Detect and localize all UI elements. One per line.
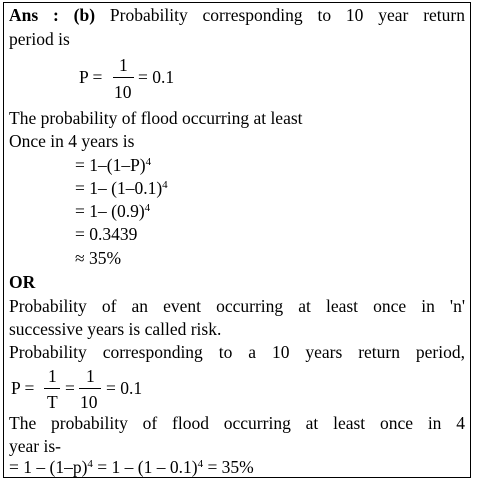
formula2-fraction-bar-1 xyxy=(44,388,60,389)
answer-line-2: period is xyxy=(9,29,70,49)
formula2-numerator-2: 1 xyxy=(86,366,95,386)
final-line-2: year is- xyxy=(9,436,61,456)
answer-line xyxy=(9,5,465,25)
final-equation: = $1 - (1-p)^4 = 1 - (1 - 0.1)^4 = 35\%$ xyxy=(9,457,254,477)
or-label: OR xyxy=(9,272,36,292)
formula1-numerator: 1 xyxy=(119,55,128,75)
answer-text: Probability corresponding to 10 year return xyxy=(109,5,465,25)
answer-label: Ans : (b) xyxy=(9,5,96,25)
formula2-numerator-1: 1 xyxy=(48,366,57,386)
step-5: ≈ 35% xyxy=(75,248,122,268)
formula2-lhs: P = xyxy=(11,378,35,398)
formula1-rhs: = 0.1 xyxy=(138,67,175,87)
risk-line-3: Probability corresponding to a 10 years return period, xyxy=(9,342,465,362)
answer-box xyxy=(3,2,471,478)
formula2-fraction-bar-2 xyxy=(79,388,101,389)
risk-line-1: Probability of an event occurring at least once in 'n' xyxy=(9,296,465,316)
flood-line: The probability of flood occurring at least xyxy=(9,108,303,128)
formula2-equals: = xyxy=(65,378,75,398)
formula2-denominator-2: 10 xyxy=(80,392,98,412)
final-line-1: The probability of flood occurring at least once in 4 xyxy=(9,413,465,433)
formula1-denominator: 10 xyxy=(114,82,132,102)
formula2-rhs: = 0.1 xyxy=(106,378,143,398)
formula1-fraction-bar xyxy=(113,77,134,78)
step-4: = 0.3439 xyxy=(75,224,138,244)
formula1-lhs: P = xyxy=(79,67,103,87)
risk-line-2: successive years is called risk. xyxy=(9,319,222,339)
formula2-denominator-1: T xyxy=(47,392,58,412)
step-3: = 1– $(0.9)^4$ xyxy=(75,201,151,221)
once-line: Once in 4 years is xyxy=(9,131,135,151)
step-2: = 1– $(1-0.1)^4$ xyxy=(75,178,168,198)
step-1: = $1-(1-P)^4$ xyxy=(75,155,152,175)
